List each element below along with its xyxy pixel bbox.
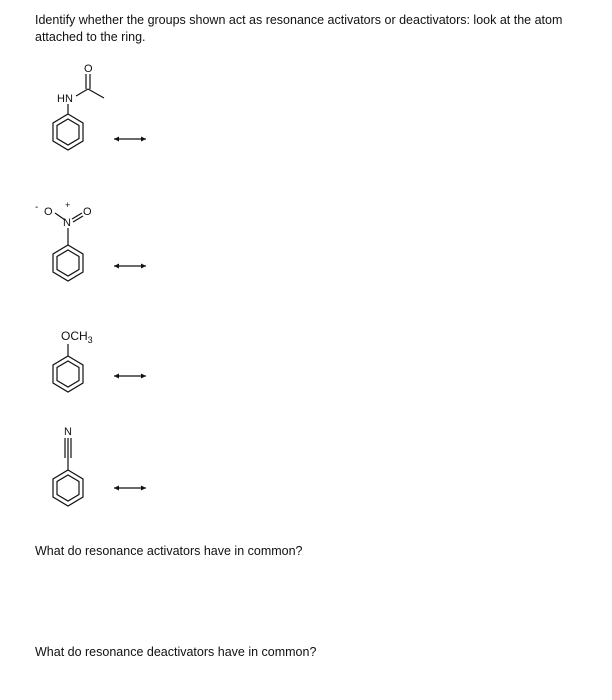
benzene-ring xyxy=(53,114,83,150)
och-text: OCH xyxy=(61,329,88,343)
o-left-label: O xyxy=(44,206,53,218)
benzene-inner-ring xyxy=(57,361,79,387)
benzene-inner-ring xyxy=(57,250,79,276)
arrow-3-head-left xyxy=(114,374,119,379)
n-label: N xyxy=(63,217,71,229)
n-o-double-bond-2 xyxy=(73,216,83,222)
methyl-bond xyxy=(88,89,104,98)
arrow-1-head-left xyxy=(114,137,119,142)
arrow-4-head-left xyxy=(114,486,119,491)
arrow-3-head-right xyxy=(141,374,146,379)
benzene-inner-ring xyxy=(57,475,79,501)
minus-charge: - xyxy=(35,202,39,213)
carbonyl-o-label: O xyxy=(84,63,93,75)
benzene-ring xyxy=(53,470,83,506)
n-o-single-bond xyxy=(55,213,65,220)
benzene-ring xyxy=(53,245,83,281)
arrow-2-head-left xyxy=(114,264,119,269)
arrow-2-head-right xyxy=(141,264,146,269)
n-carbonyl-bond xyxy=(76,89,88,96)
benzene-inner-ring xyxy=(57,119,79,145)
och-label xyxy=(61,329,93,345)
instructions-text: Identify whether the groups shown act as resonance activators or deactivators: look at the atom attached to the ring. xyxy=(35,13,563,44)
plus-charge: + xyxy=(65,200,71,210)
o-right-label: O xyxy=(83,206,92,218)
arrow-4-head-right xyxy=(141,486,146,491)
question-deactivators: What do resonance deactivators have in common? xyxy=(35,645,317,659)
och-subscript: 3 xyxy=(87,335,93,345)
nh-label: HN xyxy=(57,93,73,105)
question-activators: What do resonance activators have in common? xyxy=(35,544,303,558)
benzene-ring xyxy=(53,356,83,392)
nitrile-n-label: N xyxy=(64,426,72,438)
n-o-double-bond-1 xyxy=(72,213,82,219)
arrow-1-head-right xyxy=(141,137,146,142)
